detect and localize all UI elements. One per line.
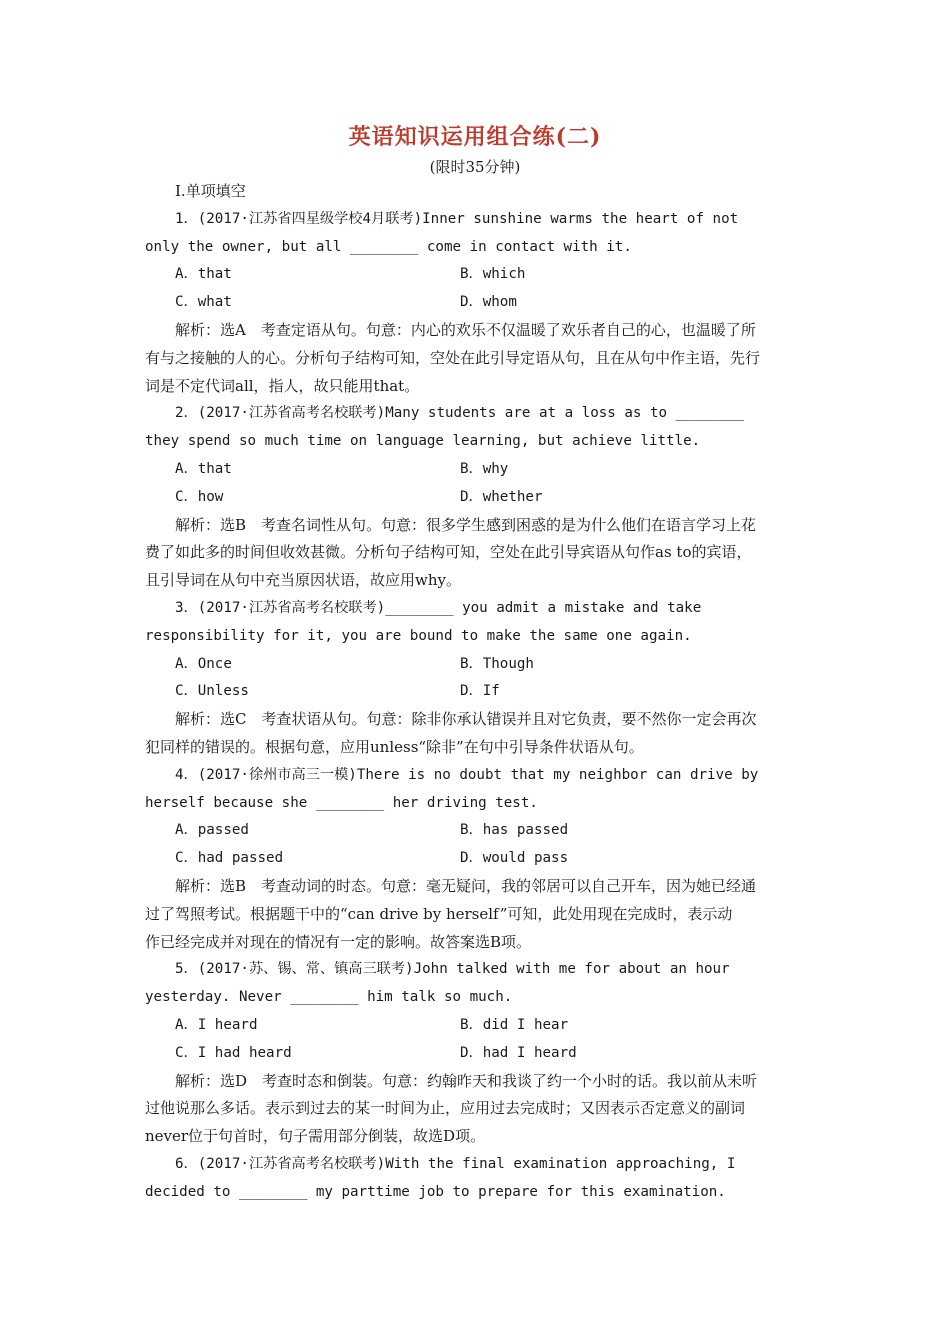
explanation-line: 且引导词在从句中充当原因状语，故应用why。 (145, 571, 461, 590)
explanation-line: 词是不定代词all，指人，故只能用that。 (145, 376, 420, 395)
question-stem-line: herself because she ________ her driving test. (145, 794, 538, 811)
page-title: 英语知识运用组合练(二) (348, 124, 602, 150)
question-stem-line: 3．(2017·江苏省高考名校联考)________ you admit a mistake and take (175, 599, 702, 616)
option-c: C．how (175, 488, 224, 505)
explanation-line: 犯同样的错误的。根据句意，应用unless“除非”在句中引导条件状语从句。 (145, 737, 644, 756)
option-a: A．Once (175, 655, 232, 672)
option-d: D．whom (460, 294, 517, 311)
options-row (145, 817, 807, 845)
explanation-line: 过了驾照考试。根据题干中的“can drive by herself”可知，此处用现在完成时，表示动 (145, 904, 733, 923)
question-stem-line: yesterday. Never ________ him talk so much. (145, 989, 513, 1006)
section-heading: Ⅰ.单项填空 (175, 182, 246, 200)
explanation-line: 解析：选A 考查定语从句。句意：内心的欢乐不仅温暖了欢乐者自己的心，也温暖了所 (175, 320, 756, 339)
explanation-line: 解析：选B 考查动词的时态。句意：毫无疑问，我的邻居可以自己开车，因为她已经通 (175, 876, 757, 895)
question-stem-line: 1．(2017·江苏省四星级学校4月联考)Inner sunshine warms the heart of not (175, 210, 739, 227)
question-stem-line: they spend so much time on language learning, but achieve little. (145, 433, 701, 450)
options-row (145, 1040, 807, 1068)
option-c: C．I had heard (175, 1044, 292, 1061)
option-b: B．did I hear (460, 1016, 569, 1033)
options-row (145, 484, 807, 512)
document-body (145, 178, 807, 1206)
question-3 (145, 595, 807, 762)
options-row (145, 678, 807, 706)
option-d: D．If (460, 683, 500, 700)
explanation-line: 解析：选D 考查时态和倒装。句意：约翰昨天和我谈了约一个小时的话。我以前从未听 (175, 1071, 758, 1090)
explanation-line: 解析：选C 考查状语从句。句意：除非你承认错误并且对它负责，要不然你一定会再次 (175, 710, 757, 729)
options-row (145, 651, 807, 679)
question-2 (145, 400, 807, 595)
question-5 (145, 956, 807, 1151)
question-4 (145, 762, 807, 957)
option-b: B．Though (460, 655, 534, 672)
question-stem-line: 5．(2017·苏、锡、常、镇高三联考)John talked with me for about an hour (175, 961, 730, 978)
option-c: C．had passed (175, 850, 284, 867)
question-stem-line: decided to ________ my parttime job to prepare for this examination. (145, 1183, 726, 1200)
question-stem-line: 4．(2017·徐州市高三一模)There is no doubt that my neighbor can drive by (175, 766, 759, 783)
time-limit-subtitle: (限时35分钟) (429, 158, 521, 176)
option-c: C．Unless (175, 683, 249, 700)
option-a: A．I heard (175, 1016, 258, 1033)
option-a: A．passed (175, 822, 249, 839)
option-d: D．would pass (460, 850, 569, 867)
explanation-line: 解析：选B 考查名词性从句。句意：很多学生感到困惑的是为什么他们在语言学习上花 (175, 515, 757, 534)
option-a: A．that (175, 460, 232, 477)
question-stem-line: only the owner, but all ________ come in contact with it. (145, 238, 632, 255)
option-a: A．that (175, 266, 232, 283)
options-row (145, 289, 807, 317)
question-6 (145, 1151, 807, 1207)
explanation-line: 作已经完成并对现在的情况有一定的影响。故答案选B项。 (145, 932, 532, 951)
options-row (145, 456, 807, 484)
option-d: D．had I heard (460, 1044, 577, 1061)
option-b: B．has passed (460, 822, 569, 839)
question-1 (145, 206, 807, 401)
explanation-line: 有与之接触的人的心。分析句子结构可知，空处在此引导定语从句，且在从句中作主语，先行 (145, 348, 761, 367)
question-stem-line: responsibility for it, you are bound to make the same one again. (145, 627, 692, 644)
options-row (145, 261, 807, 289)
option-b: B．why (460, 460, 509, 477)
explanation-line: 过他说那么多话。表示到过去的某一时间为止，应用过去完成时；又因表示否定意义的副词 (145, 1099, 746, 1118)
explanation-line: never位于句首时，句子需用部分倒装，故选D项。 (145, 1127, 486, 1146)
option-c: C．what (175, 294, 232, 311)
question-stem-line: 2．(2017·江苏省高考名校联考)Many students are at a loss as to ________ (175, 405, 744, 422)
option-d: D．whether (460, 488, 543, 505)
explanation-line: 费了如此多的时间但收效甚微。分析句子结构可知，空处在此引导宾语从句作as to的宾语， (145, 543, 752, 562)
options-row (145, 1012, 807, 1040)
option-b: B．which (460, 266, 526, 283)
question-stem-line: 6．(2017·江苏省高考名校联考)With the final examination approaching, I (175, 1155, 736, 1172)
options-row (145, 845, 807, 873)
